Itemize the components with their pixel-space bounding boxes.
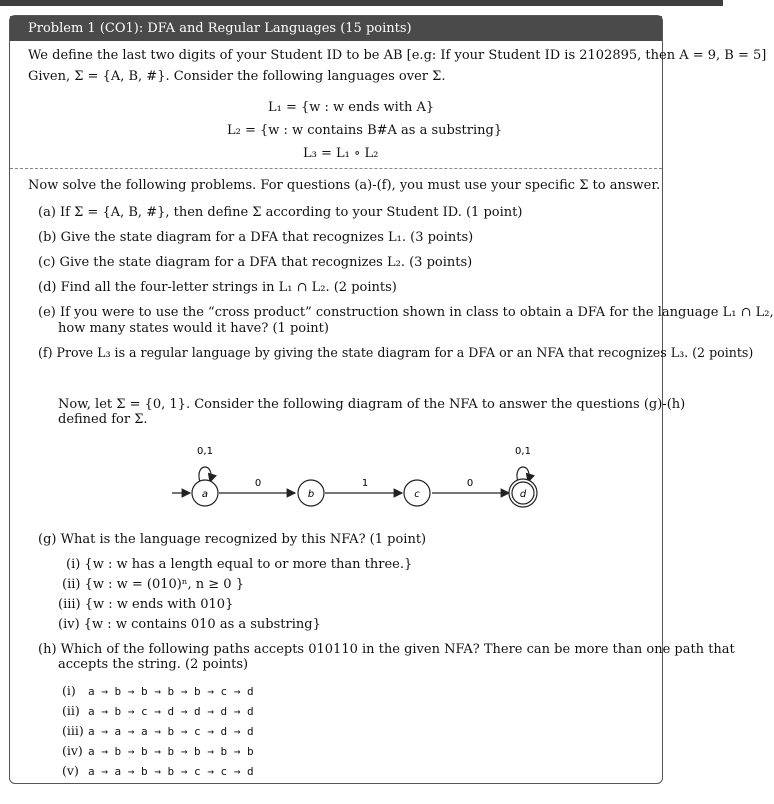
question-h-line-1: (h) Which of the following paths accepts 010110 in the given NFA? There can be more than one path that — [38, 642, 735, 657]
state-b-label: b — [307, 489, 315, 500]
problem-box — [9, 15, 774, 784]
question-f: (f) Prove L₃ is a regular language by giving the state diagram for a DFA or an NFA that recognizes L₃. (2 points) — [38, 345, 754, 360]
nfa-diagram — [10, 434, 664, 544]
state-c-label: c — [414, 489, 420, 500]
problem-title: Problem 1 (CO1): DFA and Regular Languages (15 points) — [10, 16, 662, 41]
nfa-intro-line-1: Now, let Σ = {0, 1}. Consider the following diagram of the NFA to answer the questions (g)-(h) — [58, 397, 686, 412]
language-l1: L₁ = {w : w ends with A} — [268, 100, 435, 115]
language-l2: L₂ = {w : w contains B#A as a substring} — [227, 123, 503, 138]
path-option-iv: (iv) a → b → b → b → b → b → b — [62, 743, 254, 758]
state-a-label: a — [201, 489, 209, 500]
g-option-iii: (iii) {w : w ends with 010} — [58, 597, 234, 612]
question-d: (d) Find all the four-letter strings in L₁ ∩ L₂. (2 points) — [38, 280, 397, 295]
language-l3: L₃ = L₁ ∘ L₂ — [303, 146, 379, 161]
question-g: (g) What is the language recognized by this NFA? (1 point) — [38, 532, 427, 547]
g-option-iv: (iv) {w : w contains 010 as a substring} — [58, 617, 321, 632]
nfa-intro-line-2: defined for Σ. — [58, 412, 148, 427]
question-a: (a) If Σ = {A, B, #}, then define Σ according to your Student ID. (1 point) — [38, 205, 523, 220]
question-h-line-2: accepts the string. (2 points) — [58, 657, 249, 672]
intro-line-1: We define the last two digits of your Student ID to be AB [e.g: If your Student ID is 2102895, then A = 9, B = 5] — [28, 48, 767, 63]
loop-a-label: 0,1 — [197, 446, 213, 457]
transition-a-b-label: 0 — [254, 478, 262, 489]
path-option-ii: (ii) a → b → c → d → d → d → d — [62, 703, 254, 718]
dashed-divider — [10, 168, 662, 169]
path-option-v: (v) a → a → b → b → c → c → d — [62, 763, 254, 778]
question-e-line-1: (e) If you were to use the “cross product” construction shown in class to obtain a DFA for the language L₁ ∩ L₂, — [38, 305, 774, 320]
question-b: (b) Give the state diagram for a DFA that recognizes L₁. (3 points) — [38, 230, 474, 245]
instructions: Now solve the following problems. For questions (a)-(f), you must use your specific Σ to answer. — [28, 178, 661, 193]
path-option-iii: (iii) a → a → a → b → c → d → d — [62, 723, 254, 738]
top-bar — [0, 0, 723, 6]
g-option-i: (i) {w : w has a length equal to or more than three.} — [66, 557, 413, 572]
g-option-ii: (ii) {w : w = (010)ⁿ, n ≥ 0 } — [62, 577, 244, 592]
question-c: (c) Give the state diagram for a DFA that recognizes L₂. (3 points) — [38, 255, 473, 270]
question-e-line-2: how many states would it have? (1 point) — [58, 321, 329, 336]
path-option-i: (i) a → b → b → b → b → c → d — [62, 683, 254, 698]
transition-c-d-label: 0 — [466, 478, 474, 489]
transition-b-c-label: 1 — [361, 478, 369, 489]
state-d-label: d — [519, 489, 527, 500]
intro-line-2: Given, Σ = {A, B, #}. Consider the following languages over Σ. — [28, 69, 446, 84]
loop-d-label: 0,1 — [515, 446, 531, 457]
